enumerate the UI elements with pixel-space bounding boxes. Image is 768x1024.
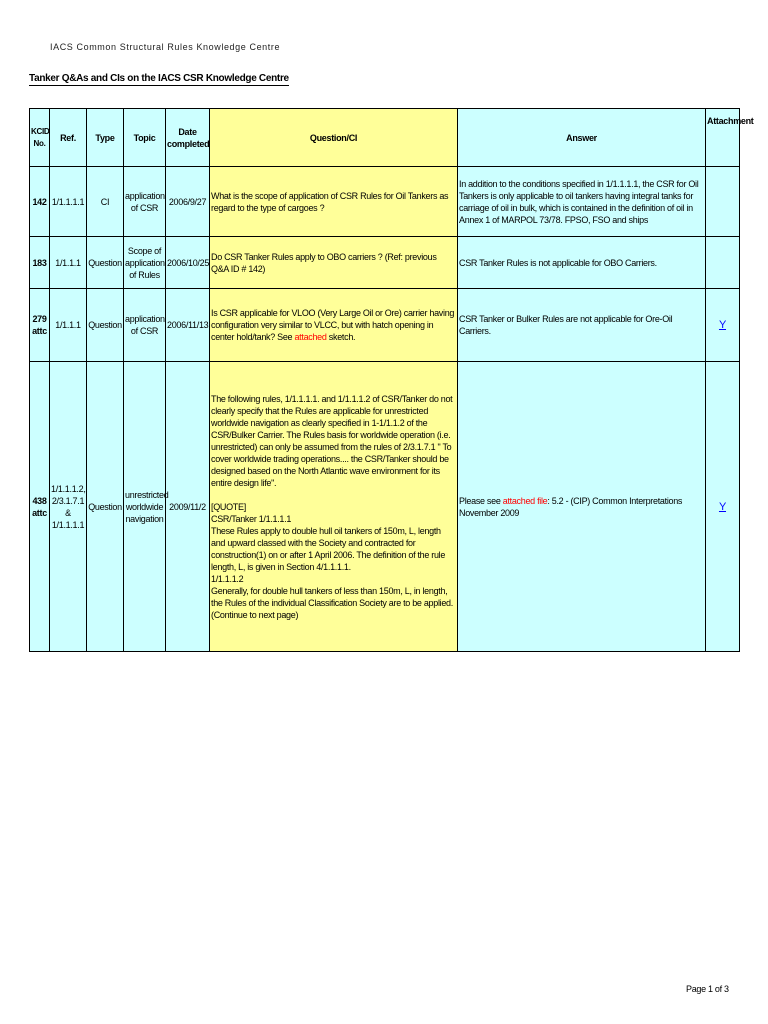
header-question: Question/CI <box>210 109 458 167</box>
cell-question <box>210 289 458 362</box>
header-attachment: Attachment <box>706 109 740 167</box>
cell-kcid: 438 attc <box>30 362 50 652</box>
cell-type: Question <box>87 237 124 289</box>
cell-question <box>210 167 458 237</box>
answer-text: CSR Tanker Rules is not applicable for OBO Carriers. <box>459 257 657 268</box>
cell-date: 2006/11/13 <box>166 289 210 362</box>
header-type: Type <box>87 109 124 167</box>
cell-date: 2006/10/25 <box>166 237 210 289</box>
cell-ref: 1/1.1.1 <box>50 237 87 289</box>
cell-type: CI <box>87 167 124 237</box>
table-row <box>30 237 740 289</box>
cell-attachment <box>706 362 740 652</box>
header-kcid: KCID No. <box>30 109 50 167</box>
cell-date: 2006/9/27 <box>166 167 210 237</box>
cell-attachment <box>706 289 740 362</box>
cell-kcid: 279 attc <box>30 289 50 362</box>
cell-type: Question <box>87 362 124 652</box>
attached-link[interactable]: attached <box>294 332 327 342</box>
question-text: What is the scope of application of CSR Rules for Oil Tankers as regard to the type of cargoes ? <box>211 190 449 213</box>
cell-kcid: 183 <box>30 237 50 289</box>
answer-text: In addition to the conditions specified in 1/1.1.1.1, the CSR for Oil Tankers is only applicable to oil tankers having integral tanks for carriage of oil in bulk, which is contained in the definition of oil in Annex 1 of MARPOL 73/78. FPSO, FSO and ships <box>459 178 699 225</box>
question-text-end: sketch. <box>326 332 356 342</box>
document-title: Tanker Q&As and CIs on the IACS CSR Knowledge Centre <box>29 73 289 84</box>
cell-answer <box>458 362 706 652</box>
table-row <box>30 362 740 652</box>
answer-text: Please see <box>459 495 503 506</box>
cell-ref: 1/1.1.1.2, 2/3.1.7.1 & 1/1.1.1.1 <box>50 362 87 652</box>
cell-topic: unrestricted worldwide navigation <box>124 362 166 652</box>
cell-ref: 1/1.1.1.1 <box>50 167 87 237</box>
cell-topic: application of CSR <box>124 289 166 362</box>
header-ref: Ref. <box>50 109 87 167</box>
cell-question <box>210 237 458 289</box>
cell-ref: 1/1.1.1 <box>50 289 87 362</box>
table-row <box>30 289 740 362</box>
cell-date: 2009/11/2 <box>166 362 210 652</box>
attachment-link[interactable]: Y <box>718 500 727 513</box>
cell-attachment <box>706 237 740 289</box>
cell-answer <box>458 167 706 237</box>
cell-topic: Scope of application of Rules <box>124 237 166 289</box>
cell-topic: application of CSR <box>124 167 166 237</box>
attached-file-link[interactable]: attached file <box>502 495 548 506</box>
attachment-link[interactable]: Y <box>718 319 727 331</box>
header-topic: Topic <box>124 109 166 167</box>
table-row <box>30 167 740 237</box>
table-header-row <box>30 109 740 167</box>
answer-text-end: : 5.2 - (CIP) Common Interpretations November 2009 <box>459 495 683 518</box>
cell-type: Question <box>87 289 124 362</box>
question-text: Do CSR Tanker Rules apply to OBO carriers ? (Ref: previous Q&A ID # 142) <box>211 251 437 274</box>
cell-attachment <box>706 167 740 237</box>
question-text: Is CSR applicable for VLOO (Very Large Oil or Ore) carrier having configuration very similar to VLCC, but with hatch opening in center hold/tank? See <box>211 308 455 342</box>
page-number: Page 1 of 3 <box>686 984 729 994</box>
answer-text: CSR Tanker or Bulker Rules are not applicable for Ore-Oil Carriers. <box>459 314 673 336</box>
cell-answer <box>458 289 706 362</box>
cell-answer <box>458 237 706 289</box>
header-answer: Answer <box>458 109 706 167</box>
organization-header: IACS Common Structural Rules Knowledge Centre <box>50 42 281 52</box>
header-date: Date completed <box>166 109 210 167</box>
cell-question: The following rules, 1/1.1.1.1. and 1/1.1.1.2 of CSR/Tanker do not clearly specify that the Rules are applicable for unrestricted worldwide navigation as clearly specified in 1-1/1.1.2 of the CSR/Bulker Carrier. The Rules basis for worldwide operation (i.e. unrestricted) can only be assumed from the rules of 2/3.1.7.1 " To cover worldwide trading operations.... the CSR/Tanker should be designed based on the North Atlantic wave environment for its entire design life". [QUOTE] CSR/Tanker 1/1.1.1.1 These Rules apply to double hull oil tankers of 150m, L, length and upward classed with the Society and contracted for construction(1) on or after 1 April 2006. The definition of the rule length, L, is given in Section 4/1.1.1.1. 1/1.1.1.2 Generally, for double hull tankers of less than 150m, L, in length, the Rules of the individual Classification Society are to be applied. (Continue to next page) <box>210 362 458 652</box>
cell-kcid: 142 <box>30 167 50 237</box>
knowledge-centre-table <box>29 108 754 652</box>
